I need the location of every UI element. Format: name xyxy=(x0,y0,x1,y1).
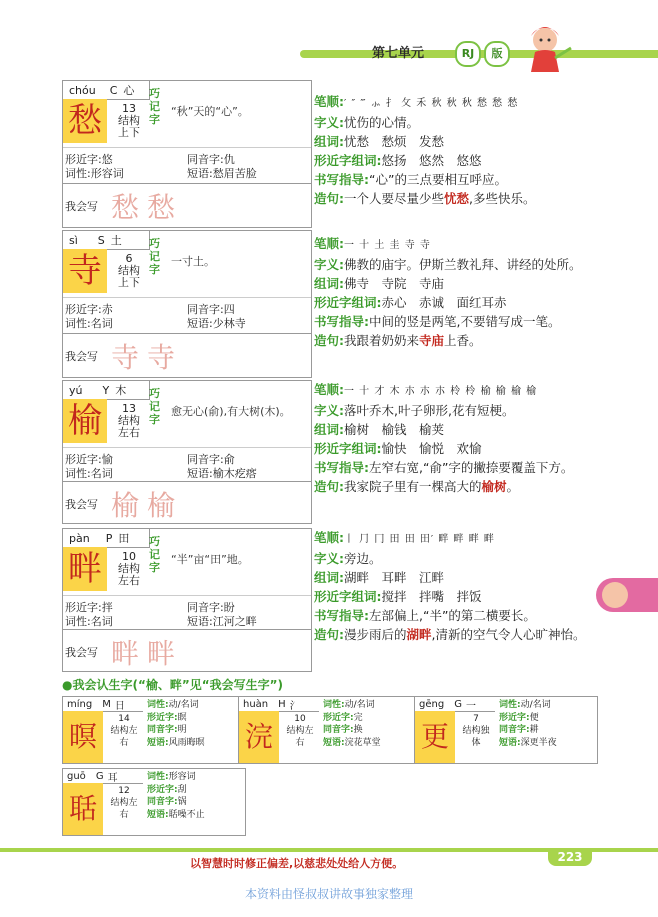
explanation-yu xyxy=(314,380,614,496)
structure-value: 左右 xyxy=(118,426,140,439)
radical: 氵 xyxy=(289,700,300,712)
index-letter: Y xyxy=(102,383,110,397)
tongyin-label: 同音字: xyxy=(187,601,224,614)
tongyin-label: 同音字: xyxy=(147,725,178,735)
zuci-label: 组词: xyxy=(314,570,344,585)
radical: 木 xyxy=(115,384,127,397)
zaoju-highlight: 寺庙 xyxy=(419,333,445,348)
mascot-face-icon xyxy=(602,582,628,608)
xjzuci-value: 赤心 赤诚 面红耳赤 xyxy=(381,295,507,310)
radical: 心 xyxy=(123,84,135,97)
ziyi-label: 字义: xyxy=(314,403,344,418)
explanation-chou xyxy=(314,92,614,208)
radical: 耳 xyxy=(107,772,118,784)
shuxie-label: 书写指导: xyxy=(314,314,369,329)
char-card-pan xyxy=(62,528,312,672)
xjzuci-label: 形近字组词: xyxy=(314,589,382,604)
zaoju-highlight: 湖畔 xyxy=(406,627,432,642)
shuxie-value: 中间的竖是两笔,不要错写成一笔。 xyxy=(369,314,561,329)
zuci-label: 组词: xyxy=(314,134,344,149)
shuxie-label: 书写指导: xyxy=(314,460,369,475)
cixing-label: 词性: xyxy=(147,772,169,782)
small-info xyxy=(499,699,597,749)
zaoju-label: 造句: xyxy=(314,191,344,206)
edition-tag-ban: 版 xyxy=(484,41,510,67)
small-info xyxy=(147,699,245,749)
stroke-structure xyxy=(107,785,141,821)
stroke-count: 12 xyxy=(118,786,130,796)
xingjin-value: 刮 xyxy=(177,784,187,795)
cixing-value: 动/名词 xyxy=(344,700,375,710)
char-card-chou xyxy=(62,80,312,228)
duanyu-label: 短语: xyxy=(323,737,345,748)
qiao-ji-zi-label: 巧记字 xyxy=(149,535,160,574)
stroke-structure xyxy=(459,713,493,749)
duanyu-label: 短语: xyxy=(187,467,213,480)
bishun-value: 一 十 土 圭 寺 寺 xyxy=(344,240,431,251)
ziyi-label: 字义: xyxy=(314,115,344,130)
index-letter: H xyxy=(278,698,286,710)
bishun-value: ′ ″ ‴ ⺗ ⺘ ⺙ 禾 秋 秋 秋 愁 愁 愁 xyxy=(344,98,519,109)
tongyin-label: 同音字: xyxy=(187,453,224,466)
pinyin: gēng xyxy=(419,698,445,710)
cixing-value: 动/名词 xyxy=(168,700,199,710)
zaoju-text-end: 上香。 xyxy=(444,333,482,348)
pinyin: sì xyxy=(69,233,78,247)
bishun-value: 一 十 才 木 朩 朩 朩 柃 柃 榆 榆 榆 榆 xyxy=(344,386,538,397)
zaoju-text: 我跟着奶奶来 xyxy=(344,333,420,348)
cixing-value: 形容词 xyxy=(90,167,124,180)
ziyi-label: 字义: xyxy=(314,551,344,566)
duanyu-label: 短语: xyxy=(187,615,213,628)
write-practice-chars: 寺寺 xyxy=(111,341,184,374)
structure-label: 结构 xyxy=(118,562,140,575)
pinyin: huàn xyxy=(243,698,269,710)
index-letter: C xyxy=(109,83,118,97)
char-card-si xyxy=(62,230,312,378)
pinyin-row xyxy=(63,529,150,548)
index-letter: G xyxy=(95,770,104,782)
zaoju-text-end: ,多些快乐。 xyxy=(469,191,536,206)
stroke-count: 14 xyxy=(118,714,130,724)
write-row xyxy=(63,481,311,524)
xingjin-label: 形近字: xyxy=(323,712,354,723)
structure-value: 左右 xyxy=(118,574,140,587)
tongyin-value: 仇 xyxy=(223,153,235,166)
tongyin-label: 同音字: xyxy=(323,725,354,735)
big-character: 寺 xyxy=(63,249,107,293)
xjzuci-label: 形近字组词: xyxy=(314,441,382,456)
zaoju-text-end: ,清新的空气令人心旷神怡。 xyxy=(431,627,586,642)
shuxie-label: 书写指导: xyxy=(314,172,369,187)
pinyin: pàn xyxy=(69,531,90,545)
stroke-count: 10 xyxy=(294,714,306,724)
radical: 日 xyxy=(114,700,125,712)
ziyi-label: 字义: xyxy=(314,257,344,272)
small-card-huan xyxy=(238,696,422,764)
tongyin-value: 耕 xyxy=(529,725,539,735)
write-practice-chars: 畔畔 xyxy=(111,637,184,670)
small-info xyxy=(323,699,421,749)
stroke-structure xyxy=(107,713,141,749)
stroke-structure xyxy=(113,403,145,439)
cixing-label: 词性: xyxy=(323,700,345,710)
zaoju-highlight: 忧愁 xyxy=(444,191,470,206)
duanyu-label: 短语: xyxy=(499,737,521,748)
zuci-label: 组词: xyxy=(314,276,344,291)
xjzuci-label: 形近字组词: xyxy=(314,295,382,310)
zaoju-text-end: 。 xyxy=(506,479,520,494)
write-practice-chars: 榆榆 xyxy=(111,489,184,522)
stroke-count: 6 xyxy=(125,252,133,265)
small-card-geng xyxy=(414,696,598,764)
bishun-label: 笔顺: xyxy=(314,530,344,545)
structure: 结构左右 xyxy=(110,798,138,820)
small-character: 更 xyxy=(415,711,455,763)
bishun-label: 笔顺: xyxy=(314,94,344,109)
xjzuci-value: 悠扬 悠然 悠悠 xyxy=(381,153,482,168)
zaoju-text: 漫步雨后的 xyxy=(344,627,407,642)
qiao-ji-zi-label: 巧记字 xyxy=(149,87,160,126)
memory-tip: 愈无心(俞),有大树(木)。 xyxy=(171,405,291,418)
zuci-value: 忧愁 愁烦 发愁 xyxy=(344,134,445,149)
cixing-label: 词性: xyxy=(147,700,169,710)
xingjin-label: 形近字: xyxy=(147,784,178,795)
explanation-pan xyxy=(314,528,614,644)
duanyu-value: 浣花草堂 xyxy=(344,737,381,748)
stroke-count: 10 xyxy=(122,550,136,563)
structure: 结构左右 xyxy=(286,726,314,748)
duanyu-value: 深更半夜 xyxy=(520,737,557,748)
write-row xyxy=(63,333,311,378)
write-row xyxy=(63,183,311,228)
cixing-value: 动/名词 xyxy=(520,700,551,710)
write-practice-chars: 愁愁 xyxy=(111,191,184,224)
pinyin-row xyxy=(63,231,150,250)
pinyin-row xyxy=(63,81,150,100)
big-character: 畔 xyxy=(63,547,107,591)
duanyu-value: 风雨晦暝 xyxy=(168,737,205,748)
cixing-label: 词性: xyxy=(65,615,91,628)
small-character: 浣 xyxy=(239,711,279,763)
memory-tip: 一寸土。 xyxy=(171,255,215,268)
shuxie-value: “心”的三点要相互呼应。 xyxy=(369,172,507,187)
xingjin-value: 便 xyxy=(529,712,539,723)
index-letter: P xyxy=(105,531,113,545)
structure-label: 结构 xyxy=(118,114,140,127)
zaoju-text: 我家院子里有一棵高大的 xyxy=(344,479,482,494)
write-label: 我会写 xyxy=(65,200,98,213)
xingjin-value: 完 xyxy=(353,712,363,723)
zaoju-text: 一个人要尽量少些 xyxy=(344,191,445,206)
stroke-structure xyxy=(113,253,145,289)
radical: 田 xyxy=(118,532,130,545)
radical: 一 xyxy=(465,700,476,712)
memory-tip: “秋”天的“心”。 xyxy=(171,105,249,118)
ziyi-value: 佛教的庙宇。伊斯兰教礼拜、讲经的处所。 xyxy=(344,257,582,272)
index-letter: G xyxy=(454,698,462,710)
write-row xyxy=(63,629,311,672)
structure: 结构独体 xyxy=(462,726,490,748)
cixing-value: 形容词 xyxy=(168,772,196,782)
zuci-value: 湖畔 耳畔 江畔 xyxy=(344,570,445,585)
cixing-value: 名词 xyxy=(90,615,113,628)
xingjin-value: 愉 xyxy=(101,453,113,466)
tongyin-value: 换 xyxy=(353,725,363,735)
structure-label: 结构 xyxy=(118,414,140,427)
xingjin-label: 形近字: xyxy=(65,303,102,316)
small-card-guo xyxy=(62,768,246,836)
pinyin: míng xyxy=(67,698,93,710)
xingjin-value: 瞑 xyxy=(177,712,187,723)
write-label: 我会写 xyxy=(65,498,98,511)
ziyi-value: 忧伤的心情。 xyxy=(344,115,420,130)
stroke-count: 7 xyxy=(473,714,479,724)
index-letter: S xyxy=(97,233,105,247)
tongyin-value: 俞 xyxy=(223,453,235,466)
structure-value: 上下 xyxy=(118,276,140,289)
write-label: 我会写 xyxy=(65,350,98,363)
ziyi-value: 落叶乔木,叶子卵形,花有短梗。 xyxy=(344,403,515,418)
page-number: 223 xyxy=(548,848,592,866)
cixing-label: 词性: xyxy=(499,700,521,710)
cixing-label: 词性: xyxy=(65,317,91,330)
shuxie-value: 左窄右宽,“俞”字的撇捺要覆盖下方。 xyxy=(369,460,574,475)
small-card-ming xyxy=(62,696,246,764)
xingjin-value: 赤 xyxy=(101,303,113,316)
zaoju-label: 造句: xyxy=(314,479,344,494)
pinyin-row xyxy=(63,381,150,400)
tongyin-label: 同音字: xyxy=(187,153,224,166)
section-heading: ●我会认生字(“榆、畔”见“我会写生字”) xyxy=(62,678,283,692)
stroke-count: 13 xyxy=(122,102,136,115)
tongyin-value: 盼 xyxy=(223,601,235,614)
structure: 结构左右 xyxy=(110,726,138,748)
cixing-value: 名词 xyxy=(90,467,113,480)
edition-tag-rj: RJ xyxy=(455,41,481,67)
xingjin-value: 拌 xyxy=(101,601,113,614)
shuxie-value: 左部偏上,“半”的第二横要长。 xyxy=(369,608,536,623)
zuci-value: 榆树 榆钱 榆荚 xyxy=(344,422,445,437)
stroke-structure xyxy=(113,551,145,587)
duanyu-value: 聒噪不止 xyxy=(168,809,205,820)
tongyin-value: 四 xyxy=(223,303,235,316)
index-letter: M xyxy=(102,698,111,710)
duanyu-value: 榆木疙瘩 xyxy=(212,467,257,480)
duanyu-label: 短语: xyxy=(187,317,213,330)
small-character: 聒 xyxy=(63,783,103,835)
tongyin-value: 锅 xyxy=(177,797,187,807)
cixing-label: 词性: xyxy=(65,167,91,180)
duanyu-value: 江河之畔 xyxy=(212,615,257,628)
bishun-label: 笔顺: xyxy=(314,382,344,397)
xjzuci-value: 搅拌 拌嘴 拌饭 xyxy=(381,589,482,604)
duanyu-value: 愁眉苦脸 xyxy=(212,167,257,180)
zuci-value: 佛寺 寺院 寺庙 xyxy=(344,276,445,291)
tongyin-value: 明 xyxy=(177,725,187,735)
tongyin-label: 同音字: xyxy=(499,725,530,735)
write-label: 我会写 xyxy=(65,646,98,659)
memory-tip: “半”亩“田”地。 xyxy=(171,553,249,566)
duanyu-label: 短语: xyxy=(147,809,169,820)
small-info xyxy=(147,771,245,821)
duanyu-label: 短语: xyxy=(147,737,169,748)
bishun-label: 笔顺: xyxy=(314,236,344,251)
unit-label: 第七单元 xyxy=(372,46,425,61)
qiao-ji-zi-label: 巧记字 xyxy=(149,237,160,276)
pinyin: yú xyxy=(69,383,83,397)
bishun-value: 丨 ⺆ 冂 田 田 田′ 畔 畔 畔 畔 xyxy=(344,534,495,545)
watermark-text: 本资料由怪叔叔讲故事独家整理 xyxy=(244,887,413,901)
zuci-label: 组词: xyxy=(314,422,344,437)
xjzuci-label: 形近字组词: xyxy=(314,153,382,168)
xjzuci-value: 愉快 愉悦 欢愉 xyxy=(381,441,482,456)
char-card-yu xyxy=(62,380,312,524)
big-character: 榆 xyxy=(63,399,107,443)
ziyi-value: 旁边。 xyxy=(344,551,382,566)
tongyin-label: 同音字: xyxy=(187,303,224,316)
zaoju-highlight: 榆树 xyxy=(481,479,507,494)
duanyu-label: 短语: xyxy=(187,167,213,180)
stroke-structure xyxy=(113,103,145,139)
stroke-structure xyxy=(283,713,317,749)
zaoju-label: 造句: xyxy=(314,627,344,642)
xingjin-label: 形近字: xyxy=(65,453,102,466)
xingjin-label: 形近字: xyxy=(147,712,178,723)
xingjin-value: 悠 xyxy=(101,153,113,166)
stroke-count: 13 xyxy=(122,402,136,415)
tongyin-label: 同音字: xyxy=(147,797,178,807)
xingjin-label: 形近字: xyxy=(499,712,530,723)
cixing-label: 词性: xyxy=(65,467,91,480)
xingjin-label: 形近字: xyxy=(65,153,102,166)
radical: 土 xyxy=(110,234,122,247)
structure-label: 结构 xyxy=(118,264,140,277)
shuxie-label: 书写指导: xyxy=(314,608,369,623)
explanation-si xyxy=(314,234,614,350)
structure-value: 上下 xyxy=(118,126,140,139)
footer-motto: 以智慧时时修正偏差,以慈悲处处给人方便。 xyxy=(190,857,404,870)
duanyu-value: 少林寺 xyxy=(212,317,246,330)
qiao-ji-zi-label: 巧记字 xyxy=(149,387,160,426)
mascot-icon xyxy=(515,18,575,78)
pinyin: guō xyxy=(67,770,86,782)
small-character: 暝 xyxy=(63,711,103,763)
cixing-value: 名词 xyxy=(90,317,113,330)
xingjin-label: 形近字: xyxy=(65,601,102,614)
pinyin: chóu xyxy=(69,83,96,97)
big-character: 愁 xyxy=(63,99,107,143)
zaoju-label: 造句: xyxy=(314,333,344,348)
